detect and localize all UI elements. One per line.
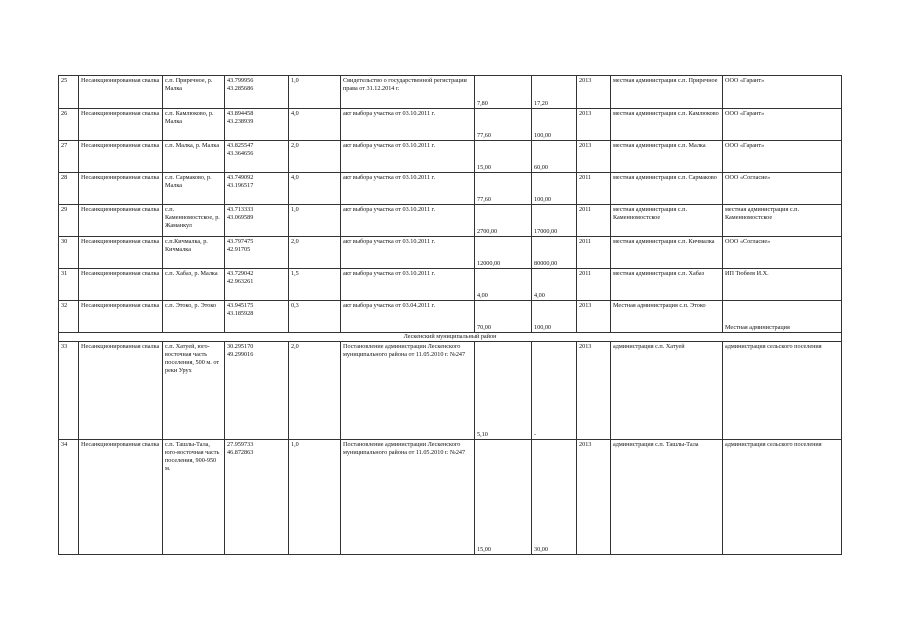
operator-organization-text: ООО «Гарант» xyxy=(725,109,765,117)
year-value xyxy=(577,205,611,237)
owner-organization xyxy=(611,76,723,109)
operator-organization-text: ООО «Гарант» xyxy=(725,141,765,149)
volume-value-2 xyxy=(532,109,577,141)
volume-value-1-text: 77,60 xyxy=(477,131,491,139)
volume-value-2 xyxy=(532,205,577,237)
object-location xyxy=(163,301,225,333)
area-value xyxy=(289,237,341,269)
year-value xyxy=(577,342,611,440)
operator-organization xyxy=(723,342,842,440)
volume-value-1 xyxy=(475,205,532,237)
table-row xyxy=(59,301,842,333)
row-number xyxy=(59,342,79,440)
object-location-text: с.п. Сармаково, р. Малка xyxy=(165,173,212,189)
table-section-header xyxy=(59,333,842,342)
object-location xyxy=(163,269,225,301)
object-location-text: с.п. Этоко, р. Этоко xyxy=(165,301,217,309)
object-type xyxy=(79,342,163,440)
area-value xyxy=(289,141,341,173)
object-type-text: Несанкционированная свалка xyxy=(81,109,160,117)
table-row xyxy=(59,109,842,141)
area-value-text: 1,0 xyxy=(291,205,299,213)
owner-organization-text: местная администрация с.п. Приречное xyxy=(613,76,718,84)
coordinates xyxy=(225,269,289,301)
area-value xyxy=(289,440,341,555)
row-number xyxy=(59,237,79,269)
owner-organization-text: местная администрация с.п. Хабаз xyxy=(613,269,705,277)
object-type xyxy=(79,141,163,173)
owner-organization xyxy=(611,440,723,555)
owner-organization xyxy=(611,173,723,205)
object-type-text: Несанкционированная свалка xyxy=(81,76,160,84)
operator-organization-text: ООО «Согласие» xyxy=(725,237,771,245)
volume-value-2-text: 17000,00 xyxy=(534,227,558,235)
object-type xyxy=(79,269,163,301)
area-value xyxy=(289,342,341,440)
coordinates xyxy=(225,237,289,269)
year-value-text: 2013 xyxy=(579,301,592,309)
volume-value-1-text: 15,00 xyxy=(477,163,491,171)
operator-organization xyxy=(723,301,842,333)
object-location-text: с.п. Приречное, р. Малка xyxy=(165,76,213,92)
section-row xyxy=(59,333,842,342)
volume-value-2 xyxy=(532,76,577,109)
volume-value-1-text: 2700,00 xyxy=(477,227,498,235)
volume-value-1 xyxy=(475,440,532,555)
volume-value-1-text: 5,10 xyxy=(477,430,488,438)
row-number xyxy=(59,205,79,237)
volume-value-2-text: 100,00 xyxy=(534,131,552,139)
object-type-text: Несанкционированная свалка xyxy=(81,440,160,448)
document-basis-text: акт выбора участка от 03.10.2011 г. xyxy=(343,141,436,149)
row-number xyxy=(59,440,79,555)
table-row xyxy=(59,205,842,237)
owner-organization xyxy=(611,237,723,269)
object-location-text: с.п.Кичмалка, р. Кичмалка xyxy=(165,237,208,253)
object-location xyxy=(163,141,225,173)
volume-value-2-text: - xyxy=(534,430,537,438)
row-number xyxy=(59,269,79,301)
coordinates-text: 43.797475 42.91705 xyxy=(227,237,254,253)
document-basis-text: акт выбора участка от 03.10.2011 г. xyxy=(343,237,436,245)
document-basis-text: акт выбора участка от 03.10.2011 г. xyxy=(343,205,436,213)
operator-organization xyxy=(723,205,842,237)
volume-value-1-text: 7,80 xyxy=(477,99,488,107)
object-location-text: с.п. Малка, р. Малка xyxy=(165,141,220,149)
volume-value-2-text: 100,00 xyxy=(534,323,552,331)
area-value xyxy=(289,301,341,333)
volume-value-2-text: 60,00 xyxy=(534,163,548,171)
owner-organization-text: Местная администрация с.п. Этоко xyxy=(613,301,706,309)
object-type xyxy=(79,301,163,333)
row-number xyxy=(59,109,79,141)
owner-organization xyxy=(611,269,723,301)
owner-organization xyxy=(611,109,723,141)
volume-value-1 xyxy=(475,301,532,333)
operator-organization xyxy=(723,109,842,141)
volume-value-2-text: 4,00 xyxy=(534,291,545,299)
operator-organization-text: администрация сельского поселения xyxy=(725,342,822,350)
row-number-text: 33 xyxy=(61,342,68,350)
object-type xyxy=(79,173,163,205)
object-location-text: с.п. Хатуей, юго-восточная часть поселения, 500 м. от реки Урух xyxy=(165,342,220,374)
operator-organization xyxy=(723,440,842,555)
operator-organization-text: ООО «Согласие» xyxy=(725,173,771,181)
owner-organization-text: местная администрация с.п. Сармаково xyxy=(613,173,717,181)
year-value-text: 2013 xyxy=(579,141,592,149)
area-value-text: 2,0 xyxy=(291,342,299,350)
area-value-text: 2,0 xyxy=(291,237,299,245)
coordinates xyxy=(225,76,289,109)
object-type xyxy=(79,109,163,141)
year-value xyxy=(577,237,611,269)
row-number xyxy=(59,141,79,173)
document-basis xyxy=(341,76,475,109)
table-row xyxy=(59,342,842,440)
volume-value-1 xyxy=(475,76,532,109)
document-basis-text: акт выбора участка от 03.10.2011 г. xyxy=(343,269,436,277)
area-value xyxy=(289,76,341,109)
volume-value-1-text: 70,00 xyxy=(477,323,491,331)
volume-value-1-text: 4,00 xyxy=(477,291,488,299)
volume-value-1 xyxy=(475,141,532,173)
owner-organization-text: администрация с.п. Ташлы-Тала xyxy=(613,440,699,448)
volume-value-2 xyxy=(532,342,577,440)
year-value-text: 2011 xyxy=(579,269,592,277)
object-type xyxy=(79,205,163,237)
object-type-text: Несанкционированная свалка xyxy=(81,237,160,245)
table-row xyxy=(59,237,842,269)
object-location xyxy=(163,205,225,237)
table-row xyxy=(59,76,842,109)
document-basis xyxy=(341,342,475,440)
coordinates-text: 43.825547 43.364656 xyxy=(227,141,254,157)
coordinates xyxy=(225,301,289,333)
year-value-text: 2011 xyxy=(579,173,592,181)
owner-organization xyxy=(611,342,723,440)
coordinates xyxy=(225,440,289,555)
operator-organization xyxy=(723,269,842,301)
row-number-text: 34 xyxy=(61,440,68,448)
coordinates-text: 43.894458 43.238939 xyxy=(227,109,254,125)
row-number-text: 28 xyxy=(61,173,68,181)
operator-organization-text: Местная администрация xyxy=(725,323,790,331)
row-number-text: 29 xyxy=(61,205,68,213)
document-basis xyxy=(341,440,475,555)
row-number xyxy=(59,173,79,205)
operator-organization xyxy=(723,141,842,173)
volume-value-1 xyxy=(475,173,532,205)
area-value-text: 1,0 xyxy=(291,76,299,84)
object-type-text: Несанкционированная свалка xyxy=(81,141,160,149)
row-number-text: 31 xyxy=(61,269,68,277)
object-location xyxy=(163,440,225,555)
object-type xyxy=(79,237,163,269)
table-body-upper xyxy=(59,76,842,333)
document-basis-text: Постановление администрации Лескенского муниципального района от 11.05.2010 г. №247 xyxy=(343,342,466,358)
coordinates xyxy=(225,342,289,440)
owner-organization-text: местная администрация с.п. Каменномостское xyxy=(613,205,687,221)
object-location-text: с.п. Хабаз, р. Малка xyxy=(165,269,218,277)
area-value xyxy=(289,109,341,141)
operator-organization xyxy=(723,237,842,269)
area-value-text: 4,0 xyxy=(291,109,299,117)
volume-value-2 xyxy=(532,237,577,269)
row-number xyxy=(59,76,79,109)
coordinates-text: 30.295170 49.299016 xyxy=(227,342,254,358)
object-type-text: Несанкционированная свалка xyxy=(81,269,160,277)
coordinates-text: 43.799956 43.285686 xyxy=(227,76,254,92)
year-value-text: 2013 xyxy=(579,342,592,350)
owner-organization-text: местная администрация с.п. Кичмалка xyxy=(613,237,715,245)
section-title: Лескенский муниципальный район xyxy=(59,333,842,342)
coordinates-text: 27.959733 46.872863 xyxy=(227,440,254,456)
table-row xyxy=(59,269,842,301)
year-value xyxy=(577,173,611,205)
object-type xyxy=(79,76,163,109)
row-number-text: 27 xyxy=(61,141,68,149)
area-value-text: 4,0 xyxy=(291,173,299,181)
area-value-text: 2,0 xyxy=(291,141,299,149)
row-number xyxy=(59,301,79,333)
operator-organization-text: администрация сельского поселения xyxy=(725,440,822,448)
volume-value-1-text: 77,60 xyxy=(477,195,491,203)
owner-organization xyxy=(611,141,723,173)
year-value-text: 2011 xyxy=(579,237,592,245)
year-value-text: 2013 xyxy=(579,76,592,84)
year-value-text: 2013 xyxy=(579,109,592,117)
year-value xyxy=(577,301,611,333)
volume-value-1 xyxy=(475,269,532,301)
object-location xyxy=(163,76,225,109)
table-body-lower xyxy=(59,342,842,555)
volume-value-2 xyxy=(532,301,577,333)
year-value xyxy=(577,109,611,141)
volume-value-2-text: 100,00 xyxy=(534,195,552,203)
operator-organization xyxy=(723,173,842,205)
year-value xyxy=(577,76,611,109)
row-number-text: 25 xyxy=(61,76,68,84)
year-value xyxy=(577,141,611,173)
owner-organization-text: местная администрация с.п. Камлюково xyxy=(613,109,719,117)
year-value xyxy=(577,269,611,301)
document-basis-text: Свидетельство о государственной регистрации права от 31.12.2014 г. xyxy=(343,76,467,92)
row-number-text: 26 xyxy=(61,109,68,117)
volume-value-2-text: 17,20 xyxy=(534,99,548,107)
area-value xyxy=(289,205,341,237)
owner-organization-text: администрация с.п. Хатуей xyxy=(613,342,685,350)
coordinates xyxy=(225,109,289,141)
year-value xyxy=(577,440,611,555)
area-value-text: 1,0 xyxy=(291,440,299,448)
volume-value-1-text: 15,00 xyxy=(477,545,491,553)
object-type-text: Несанкционированная свалка xyxy=(81,205,160,213)
document-basis xyxy=(341,205,475,237)
operator-organization xyxy=(723,76,842,109)
coordinates-text: 43.945175 43.185928 xyxy=(227,301,254,317)
volume-value-1 xyxy=(475,109,532,141)
owner-organization-text: местная администрация с.п. Малка xyxy=(613,141,706,149)
object-type xyxy=(79,440,163,555)
volume-value-2 xyxy=(532,269,577,301)
volume-value-2 xyxy=(532,440,577,555)
object-location-text: с.п. Камлюково, р. Малка xyxy=(165,109,214,125)
volume-value-1 xyxy=(475,237,532,269)
object-location-text: с.п. Ташлы-Тала, юго-восточная часть поселения, 900-950 м. xyxy=(165,440,220,472)
volume-value-2-text: 30,00 xyxy=(534,545,548,553)
volume-value-1 xyxy=(475,342,532,440)
operator-organization-text: ИП Тюбеев И.Х. xyxy=(725,269,769,277)
object-type-text: Несанкционированная свалка xyxy=(81,342,160,350)
object-location xyxy=(163,237,225,269)
document-basis xyxy=(341,269,475,301)
object-location xyxy=(163,173,225,205)
volume-value-2 xyxy=(532,141,577,173)
row-number-text: 30 xyxy=(61,237,68,245)
volume-value-1-text: 12000,00 xyxy=(477,259,501,267)
document-basis-text: акт выбора участка от 03.10.2011 г. xyxy=(343,173,436,181)
area-value xyxy=(289,269,341,301)
object-location xyxy=(163,109,225,141)
area-value-text: 1,5 xyxy=(291,269,299,277)
object-type-text: Несанкционированная свалка xyxy=(81,173,160,181)
document-basis xyxy=(341,109,475,141)
year-value-text: 2013 xyxy=(579,440,592,448)
coordinates-text: 43.713333 43.069589 xyxy=(227,205,254,221)
document-basis xyxy=(341,173,475,205)
object-type-text: Несанкционированная свалка xyxy=(81,301,160,309)
owner-organization xyxy=(611,205,723,237)
year-value-text: 2011 xyxy=(579,205,592,213)
row-number-text: 32 xyxy=(61,301,68,309)
coordinates-text: 43.729042 42.963261 xyxy=(227,269,254,285)
coordinates xyxy=(225,205,289,237)
document-basis-text: Постановление администрации Лескенского муниципального района от 11.05.2010 г. №247 xyxy=(343,440,466,456)
area-value xyxy=(289,173,341,205)
coordinates xyxy=(225,141,289,173)
document-basis xyxy=(341,301,475,333)
document-basis-text: акт выбора участка от 03.04.2011 г. xyxy=(343,301,436,309)
volume-value-2-text: 80000,00 xyxy=(534,259,558,267)
landfill-registry-table xyxy=(58,75,842,555)
volume-value-2 xyxy=(532,173,577,205)
object-location-text: с.п. Каменномостское, р. Жаманкул xyxy=(165,205,220,229)
owner-organization xyxy=(611,301,723,333)
table-row xyxy=(59,173,842,205)
operator-organization-text: местная администрация с.п. Каменномостское xyxy=(725,205,799,221)
area-value-text: 0,3 xyxy=(291,301,299,309)
document-basis-text: акт выбора участка от 03.10.2011 г. xyxy=(343,109,436,117)
coordinates-text: 43.749092 43.196517 xyxy=(227,173,254,189)
operator-organization-text: ООО «Гарант» xyxy=(725,76,765,84)
table-row xyxy=(59,440,842,555)
document-basis xyxy=(341,237,475,269)
document-basis xyxy=(341,141,475,173)
coordinates xyxy=(225,173,289,205)
object-location xyxy=(163,342,225,440)
table-row xyxy=(59,141,842,173)
